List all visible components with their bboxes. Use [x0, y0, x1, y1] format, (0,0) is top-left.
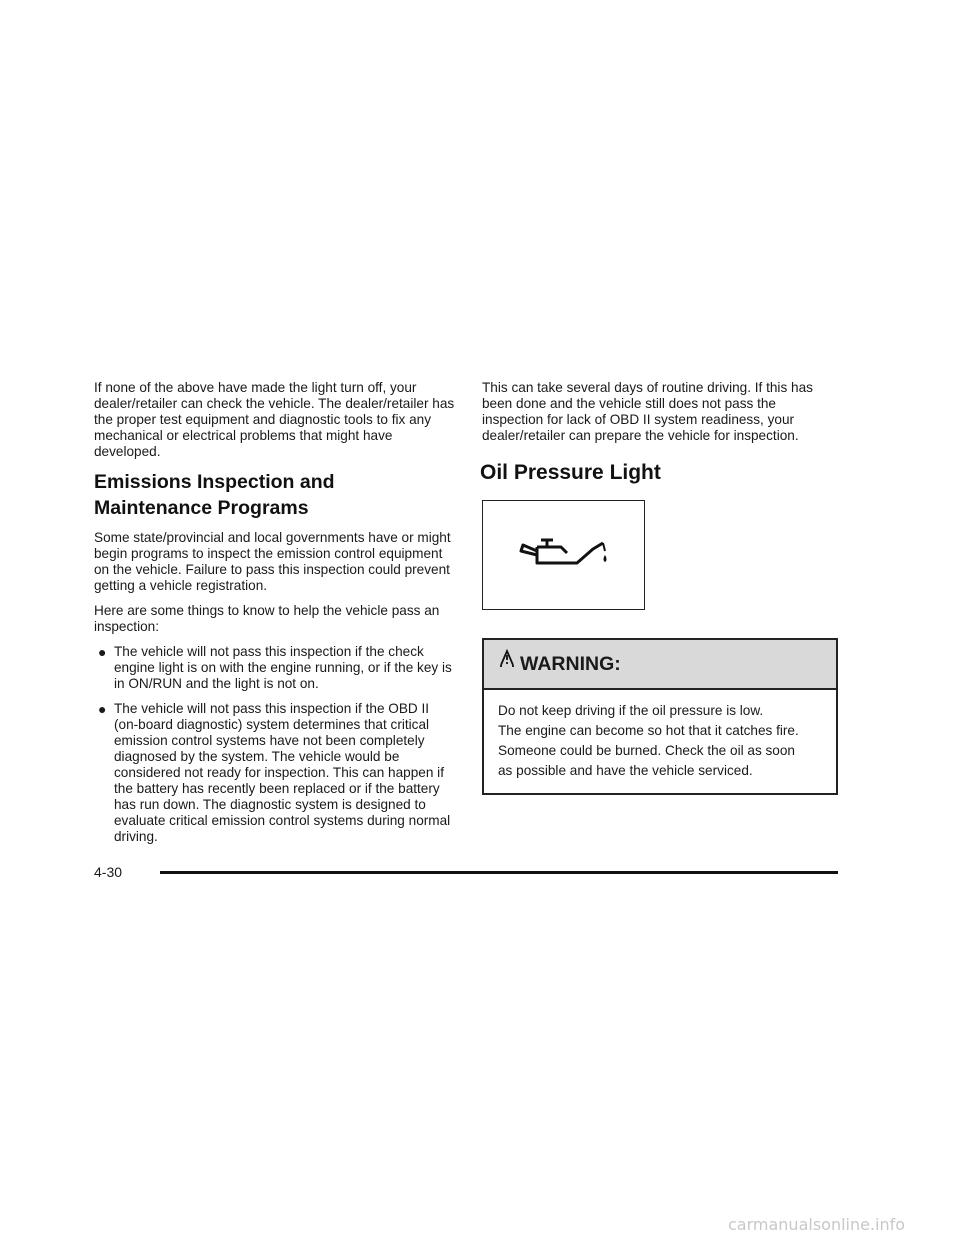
warning-line: Do not keep driving if the oil pressure is low.	[498, 703, 764, 718]
emissions-heading: Emissions Inspection and Maintenance Programs	[94, 471, 335, 519]
bullet-text: The vehicle will not pass this inspection if the check engine light is on with the engine running, or if the key is in ON/RUN and the light is not on.	[114, 644, 452, 691]
intro-paragraph: If none of the above have made the light turn off, your dealer/retailer can check the vehicle. The dealer/retailer has the proper test equipment and diagnostic tools to fix any mechanical or electrical problems that might have developed.	[94, 380, 455, 459]
list-item	[98, 701, 456, 845]
warning-box	[482, 638, 838, 795]
readiness-paragraph: This can take several days of routine driving. If this has been done and the vehicle still does not pass the inspection for lack of OBD II system readiness, your dealer/retailer can prepare the vehicle for inspection.	[482, 380, 813, 443]
emissions-paragraph-2: Here are some things to know to help the vehicle pass an inspection:	[94, 603, 440, 634]
inspection-bullet-list	[94, 644, 456, 845]
list-item	[98, 644, 456, 692]
warning-line: The engine can become so hot that it catches fire.	[498, 723, 799, 738]
emissions-paragraph-1: Some state/provincial and local governments have or might begin programs to inspect the emission control equipment on the vehicle. Failure to pass this inspection could prevent getting a vehicle registration.	[94, 530, 451, 593]
footer-rule	[160, 871, 838, 874]
right-column	[482, 380, 838, 610]
oil-pressure-symbol-box	[482, 500, 645, 610]
page-number: 4-30	[94, 864, 123, 880]
bullet-text: The vehicle will not pass this inspection if the OBD II (on-board diagnostic) system determines that critical emission control systems have not been completely diagnosed by the system. The vehicle would be considered not ready for inspection. This can happen if the battery has recently been replaced or if the battery has run down. The diagnostic system is designed to evaluate critical emission control systems during normal driving.	[114, 701, 451, 844]
left-column	[94, 380, 456, 854]
warning-line: Someone could be burned. Check the oil as soon	[498, 743, 795, 758]
oil-can-icon	[517, 533, 613, 575]
bullet-icon: ●	[98, 701, 107, 717]
bullet-icon: ●	[98, 644, 107, 660]
watermark: carmanualsonline.info	[728, 1215, 906, 1234]
oil-pressure-heading: Oil Pressure Light	[480, 461, 661, 484]
warning-body	[484, 690, 836, 793]
warning-title: WARNING:	[520, 652, 621, 675]
warning-line: as possible and have the vehicle serviced.	[498, 763, 753, 778]
warning-icon	[498, 647, 516, 675]
warning-header	[484, 640, 836, 690]
